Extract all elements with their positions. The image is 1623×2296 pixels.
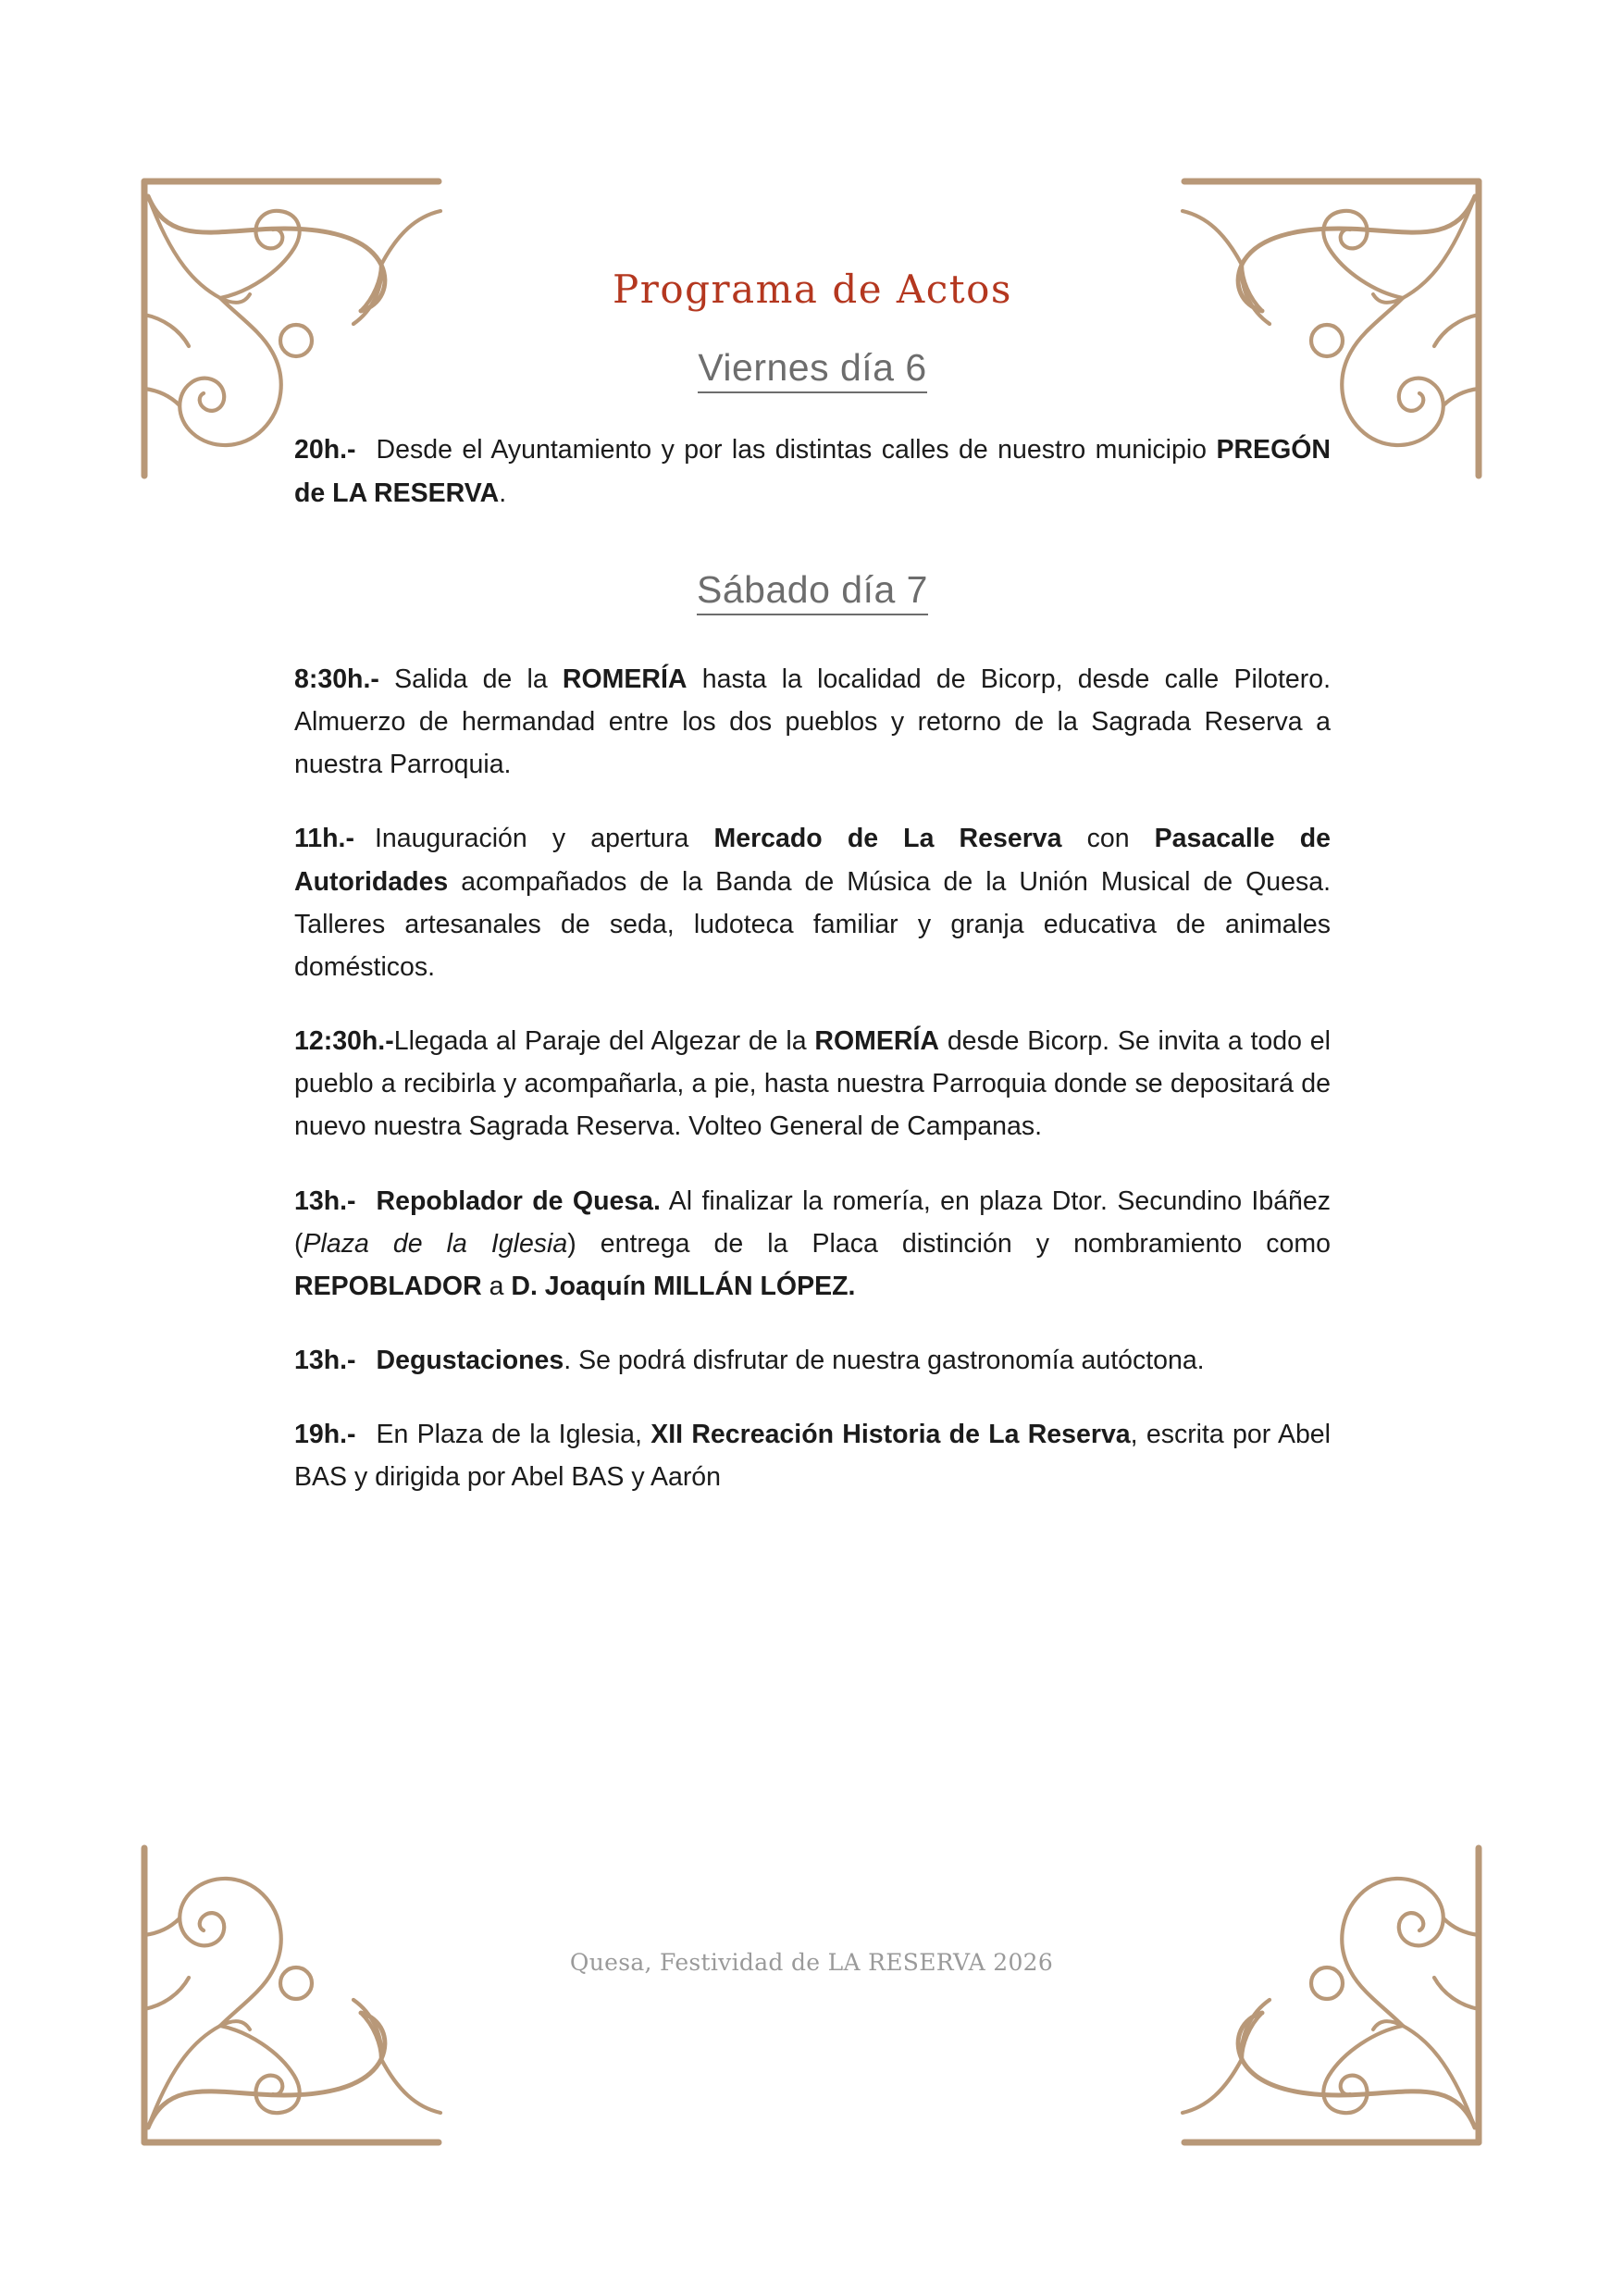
entry-text-1: PREGÓN de LA RESERVA (294, 435, 1331, 508)
day-heading-sabado (294, 566, 1331, 619)
program-entry (294, 1180, 1331, 1308)
entry-text-0: Llegada al Paraje del Algezar de la (393, 1026, 815, 1057)
corner-ornament-bottom-right (1179, 1843, 1484, 2148)
entry-text-0: Inauguración y apertura (374, 824, 714, 854)
entry-text-1: XII Recreación Historia de La Reserva (650, 1420, 1131, 1450)
day-heading-viernes-label: Viernes día 6 (698, 346, 926, 393)
entry-text-6: D. Joaquín MILLÁN LÓPEZ. (511, 1271, 856, 1301)
entry-text-0: Degustaciones (376, 1346, 564, 1376)
entry-text-1: . Se podrá disfrutar de nuestra gastronomía autóctona. (564, 1346, 1205, 1376)
entry-text-2: desde Bicorp. Se invita a todo el pueblo a recibirla y acompañarla, a pie, hasta nuestra Parroquia donde se depositará de nuevo nuestra Sagrada Reserva. Volteo General de Campanas. (294, 1026, 1331, 1142)
entry-text-2: , escrita por Abel BAS y dirigida por Abel BAS y Aarón (294, 1420, 1331, 1493)
entry-text-5: a (481, 1271, 512, 1301)
program-content (294, 268, 1331, 1499)
page-footer: Quesa, Festividad de LA RESERVA 2026 (569, 1949, 1054, 1976)
entry-time: 20h.- (294, 435, 356, 465)
entry-time: 12:30h.- (294, 1026, 394, 1057)
corner-ornament-bottom-left (139, 1843, 444, 2148)
program-entry (294, 428, 1331, 514)
entry-text-1: Al finalizar la romería, en plaza Dtor. Secundino Ibáñez ( (294, 1185, 1331, 1259)
entry-text-2: hasta la localidad de Bicorp, desde calle Pilotero. Almuerzo de hermandad entre los dos pueblos y retorno de la Sagrada Reserva a nuestra Parroquia. (294, 664, 1331, 780)
entry-text-3: ) entrega de la Placa distinción y nombramiento como (567, 1228, 1332, 1259)
day-heading-viernes (294, 344, 1331, 397)
page-title: Programa de Actos (612, 267, 1012, 312)
entry-time: 13h.- (294, 1346, 356, 1376)
entry-text-2: Plaza de la Iglesia (303, 1228, 568, 1259)
entry-time: 19h.- (294, 1420, 356, 1450)
entry-text-4: REPOBLADOR (294, 1271, 482, 1301)
program-entry (294, 658, 1331, 786)
entry-text-1: ROMERÍA (562, 664, 688, 694)
program-entry (294, 1020, 1331, 1148)
entry-text-0: Desde el Ayuntamiento y por las distintas calles de nuestro municipio (376, 435, 1217, 465)
entry-time: 8:30h.- (294, 664, 379, 694)
entry-text-2: con (1061, 824, 1155, 854)
entry-text-0: Salida de la (378, 664, 563, 694)
program-entry (294, 817, 1331, 988)
entry-text-2: . (499, 478, 507, 508)
entry-text-3: Pasacalle de Autoridades (294, 824, 1331, 897)
entry-text-1: Mercado de La Reserva (713, 824, 1062, 854)
program-entry (294, 1413, 1331, 1498)
entry-time: 11h.- (294, 824, 354, 854)
entry-text-0: Repoblador de Quesa. (376, 1185, 661, 1216)
entry-text-4: acompañados de la Banda de Música de la Unión Musical de Quesa. Talleres artesanales de seda, ludoteca familiar y granja educativa de animales domésticos. (294, 866, 1331, 982)
entry-text-1: ROMERÍA (814, 1026, 940, 1057)
day-heading-sabado-label: Sábado día 7 (697, 568, 928, 615)
program-entry (294, 1339, 1331, 1382)
entry-time: 13h.- (294, 1185, 356, 1216)
entry-text-0: En Plaza de la Iglesia, (376, 1420, 651, 1450)
